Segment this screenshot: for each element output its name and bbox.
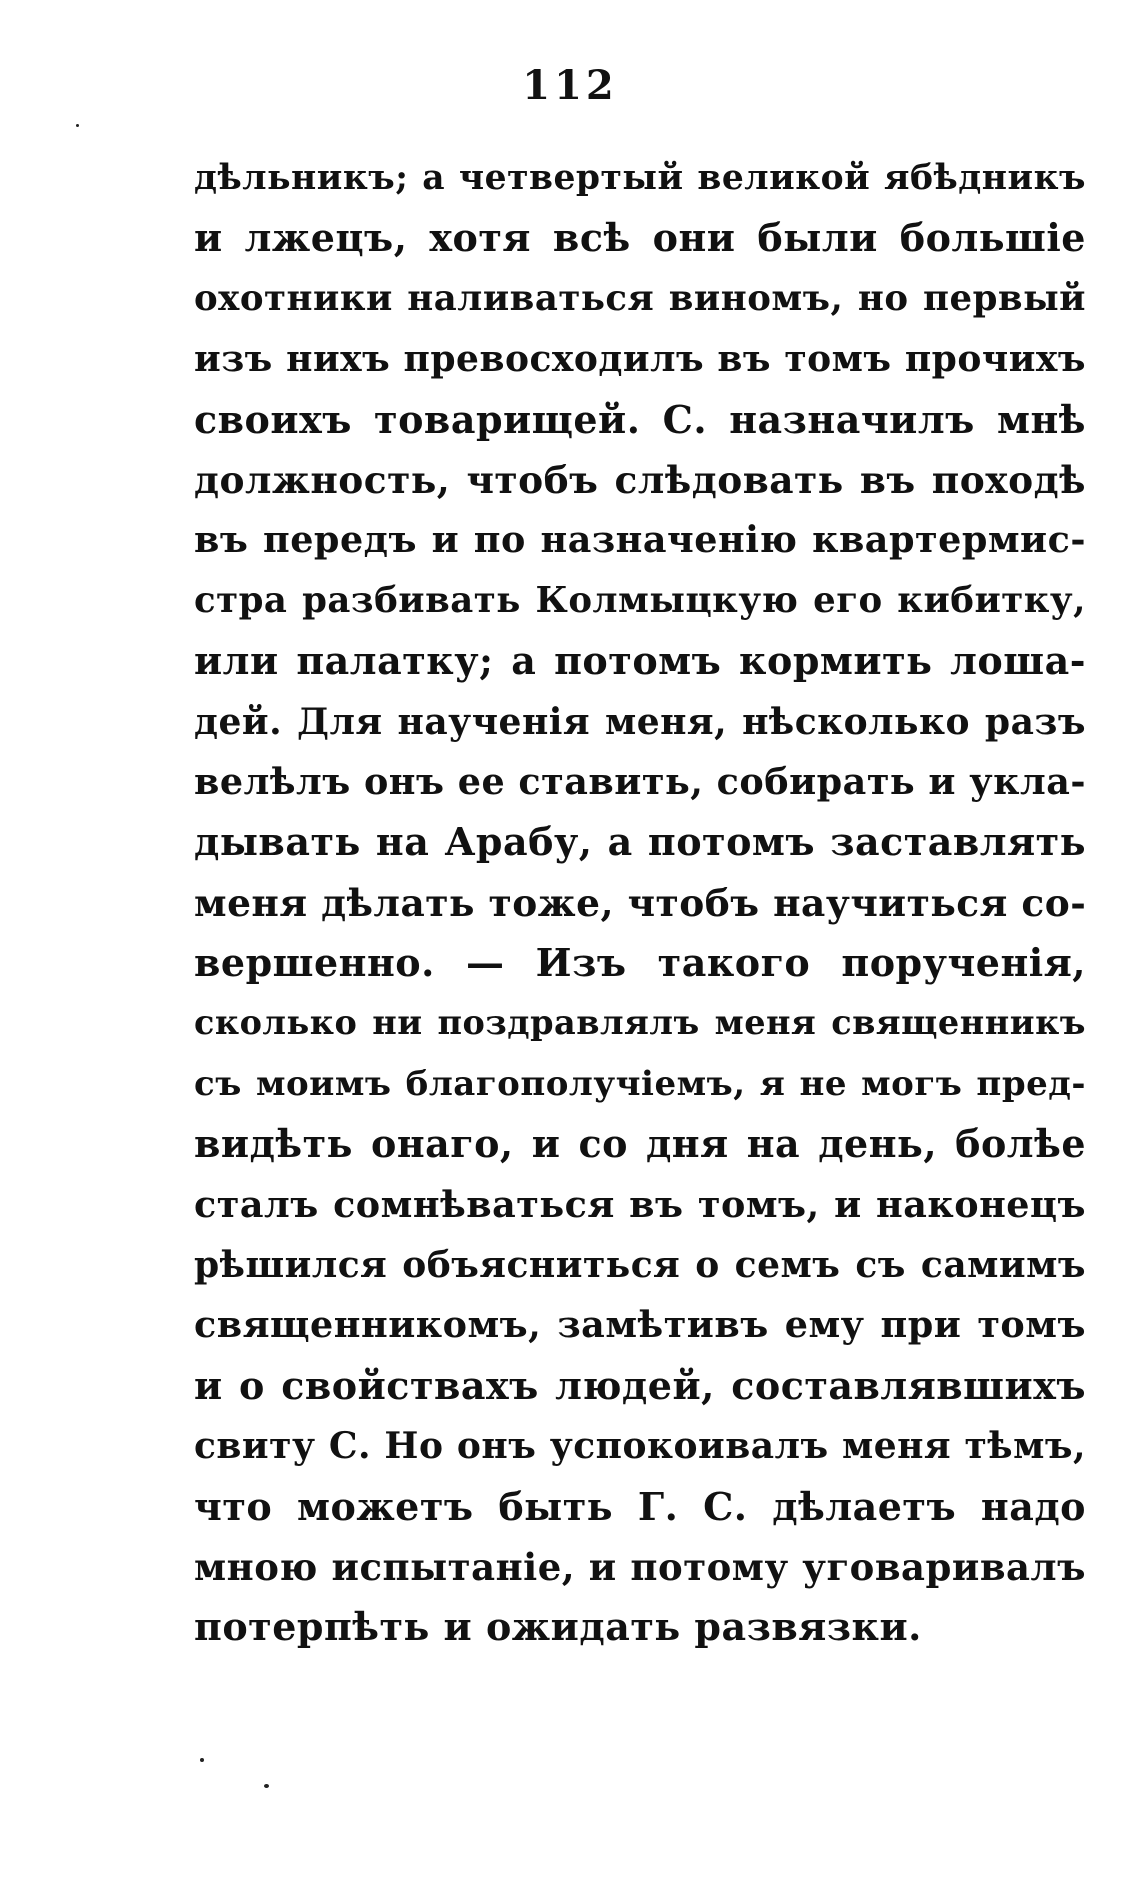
text-line: что можетъ быть Г. С. дѣлаетъ надо (194, 1483, 1086, 1529)
text-line: дѣльникъ; а четвертый великой ябѣдникъ (194, 158, 1086, 198)
text-line: рѣшился объясниться о семъ съ самимъ (194, 1244, 1086, 1287)
text-line: изъ нихъ превосходилъ въ томъ прочихъ (194, 338, 1086, 381)
text-line: мною испытаніе, и потому уговаривалъ (194, 1544, 1086, 1589)
ink-speck (200, 1758, 204, 1762)
page-number: 112 (522, 62, 618, 109)
body-text (194, 148, 1086, 1658)
text-line: дывать на Арабу, а потомъ заставлять (194, 819, 1086, 865)
text-line: или палатку; а потомъ кормить лоша- (194, 638, 1086, 684)
text-line: съ моимъ благополучіемъ, я не могъ пред- (194, 1063, 1086, 1104)
text-line: меня дѣлать тоже, чтобъ научиться со- (194, 880, 1087, 925)
text-line: видѣть онаго, и со дня на день, болѣе (194, 1121, 1086, 1167)
text-line: велѣлъ онъ ее ставить, собирать и укла- (194, 759, 1086, 803)
text-line: священникомъ, замѣтивъ ему при томъ (194, 1303, 1086, 1347)
ink-speck (264, 1784, 269, 1788)
text-line: потерпѣть и ожидать развязки. (194, 1604, 922, 1650)
text-line: дей. Для наученія меня, нѣсколько разъ (194, 700, 1086, 743)
ink-speck (76, 124, 79, 127)
text-line: свиту С. Но онъ успокоивалъ меня тѣмъ, (194, 1425, 1086, 1468)
text-line: охотники наливаться виномъ, но первый (194, 277, 1086, 319)
text-line: сколько ни поздравлялъ меня священникъ (194, 1003, 1086, 1043)
text-line: сталъ сомнѣваться въ томъ, и наконецъ (194, 1182, 1086, 1226)
text-line: и лжецъ, хотя всѣ они были большіе (194, 215, 1086, 261)
text-line: и о свойствахъ людей, составлявшихъ (194, 1362, 1086, 1408)
text-line: своихъ товарищей. С. назначилъ мнѣ (194, 396, 1086, 442)
text-line: вершенно. — Изъ такого порученія, (194, 940, 1086, 986)
text-line: должность, чтобъ слѣдовать въ походѣ (194, 457, 1086, 502)
text-line: стра разбивать Колмыцкую его кибитку, (194, 579, 1086, 621)
text-line: въ передъ и по назначенію квартермис- (194, 518, 1086, 562)
